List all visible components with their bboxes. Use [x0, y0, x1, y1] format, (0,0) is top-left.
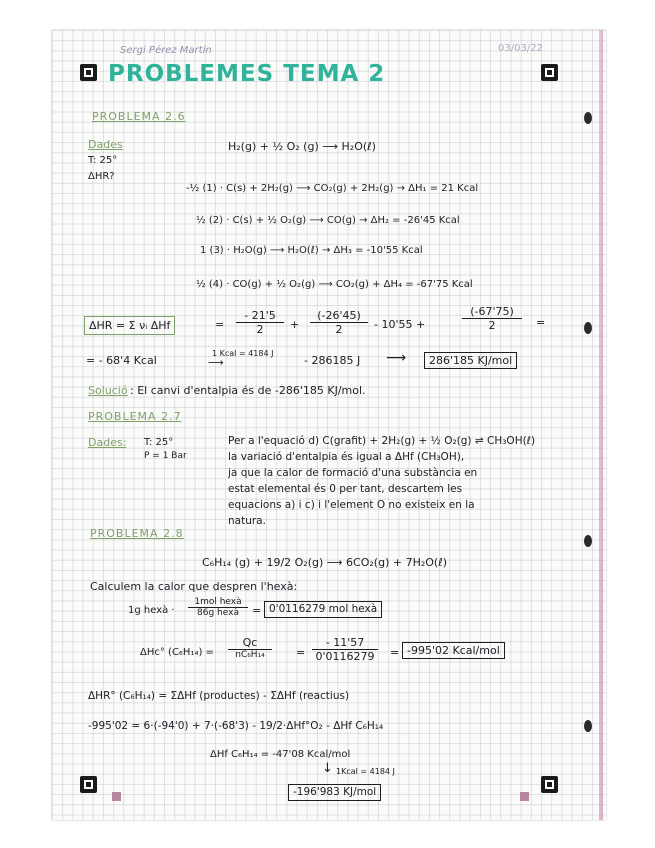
page-title: PROBLEMES TEMA 2: [108, 61, 386, 87]
author-name: Sergi Pérez Martín: [120, 45, 212, 56]
reaction-3: 1 (3) · H₂O(g) ⟶ H₂O(ℓ) → ΔH₃ = -10'55 Kcal: [200, 245, 423, 256]
solution-text: : El canvi d'entalpia és de -286'185 KJ/mol.: [130, 384, 366, 397]
dhc-lhs: ΔHc° (C₆H₁₄) =: [140, 647, 214, 658]
combustion-reaction: C₆H₁₄ (g) + 19/2 O₂(g) ⟶ 6CO₂(g) + 7H₂O(ℓ): [202, 556, 448, 569]
section-heading-2-7: PROBLEMA 2.7: [88, 410, 182, 423]
explanation-line-3: ja que la calor de formació d'una substància en: [228, 467, 478, 479]
target-equation: H₂(g) + ½ O₂ (g) ⟶ H₂O(ℓ): [228, 140, 376, 153]
fraction-1-den: 2: [256, 323, 264, 336]
equals-sign: =: [215, 318, 225, 331]
qc-numerator: Qc: [228, 636, 272, 650]
corner-marker-icon: [80, 776, 97, 793]
conversion-factor: 1 Kcal = 4184 J: [212, 349, 274, 358]
value-numerator: - 11'57: [312, 636, 378, 650]
punch-hole: [584, 535, 592, 547]
fraction-3-den: 2: [488, 319, 496, 332]
hess-law-box: ΔHR = Σ νᵢ ΔHf: [84, 316, 175, 335]
final-result-box: -196'983 KJ/mol: [288, 784, 381, 801]
mass-fraction: [188, 597, 248, 618]
mass-term: 1g hexà ·: [128, 605, 175, 616]
dades-enthalpy: ΔHR?: [88, 171, 115, 182]
qc-fraction: [228, 636, 272, 660]
fraction-2: [310, 309, 368, 336]
fraction-2-den: 2: [335, 323, 343, 336]
reaction-4: ½ (4) · CO(g) + ½ O₂(g) ⟶ CO₂(g) + ΔH₄ = -67'75 Kcal: [196, 279, 473, 290]
equals-sign-qc: =: [296, 646, 306, 659]
explanation-line-1: Per a l'equació d) C(grafit) + 2H₂(g) + ½ O₂(g) ⇌ CH₃OH(ℓ): [228, 435, 536, 447]
result-kcal: = - 68'4 Kcal: [86, 354, 157, 367]
date: 03/03/22: [498, 43, 543, 54]
punch-hole: [584, 112, 592, 124]
fraction-1: [236, 309, 284, 336]
corner-square: [112, 792, 121, 801]
value-denominator: 0'0116279: [315, 650, 375, 663]
dhf-result-line: ΔHf C₆H₁₄ = -47'08 Kcal/mol: [210, 749, 351, 760]
punch-hole: [584, 322, 592, 334]
corner-square: [520, 792, 529, 801]
conversion-factor-2: 1Kcal = 4184 J: [336, 767, 395, 776]
section-heading-2-6: PROBLEMA 2.6: [92, 110, 186, 123]
equals-sign-result: =: [390, 646, 400, 659]
dades-temperature-2-7: T: 25°: [144, 437, 174, 448]
section-heading-2-8: PROBLEMA 2.8: [90, 527, 184, 540]
equals-sign-mass: =: [252, 604, 262, 617]
middle-term: - 10'55 +: [374, 318, 426, 331]
corner-marker-icon: [541, 776, 558, 793]
explanation-line-4: estat elemental és 0 per tant, descartem les: [228, 483, 463, 495]
reaction-2: ½ (2) · C(s) + ½ O₂(g) ⟶ CO(g) → ΔH₂ = -26'45 Kcal: [196, 215, 460, 226]
plus-sign: +: [290, 318, 300, 331]
punch-hole: [584, 720, 592, 732]
equals-sign-end: =: [536, 316, 546, 329]
value-fraction: [312, 636, 378, 663]
corner-marker-icon: [80, 64, 97, 81]
result-box-kj: 286'185 KJ/mol: [424, 352, 517, 369]
result-arrow: ⟶: [386, 350, 407, 366]
moles-result-box: 0'0116279 mol hexà: [264, 601, 382, 618]
solution-label: Solució: [88, 384, 128, 397]
calc-intro: Calculem la calor que despren l'hexà:: [90, 580, 298, 593]
dades-label-2-7: Dades:: [88, 436, 127, 449]
conversion-arrow: ⟶: [208, 356, 224, 369]
explanation-line-5: equacions a) i c) i l'element O no existeix en la: [228, 499, 475, 511]
result-joules: - 286185 J: [304, 354, 361, 367]
reaction-1: -½ (1) · C(s) + 2H₂(g) ⟶ CO₂(g) + 2H₂(g) → ΔH₁ = 21 Kcal: [186, 183, 479, 194]
explanation-line-2: la variació d'entalpia és igual a ΔHf (CH₃OH),: [228, 451, 465, 463]
fraction-3-num: (-67'75): [462, 305, 522, 319]
corner-marker-icon: [541, 64, 558, 81]
mass-fraction-den: 86g hexà: [197, 608, 239, 618]
fraction-3: [462, 305, 522, 332]
down-arrow-icon: ↓: [322, 761, 333, 776]
explanation-line-6: natura.: [228, 515, 266, 527]
hess-equation: ΔHR° (C₆H₁₄) = ΣΔHf (productes) - ΣΔHf (reactius): [88, 690, 350, 702]
qc-denominator: nC₆H₁₄: [235, 650, 265, 660]
dhc-result-box: -995'02 Kcal/mol: [402, 642, 505, 659]
mass-fraction-num: 1mol hexà: [188, 597, 248, 608]
dades-label: Dades: [88, 138, 123, 151]
dades-pressure-2-7: P = 1 Bar: [144, 451, 187, 461]
substituted-equation: -995'02 = 6·(-94'0) + 7·(-68'3) - 19/2·ΔHf°O₂ - ΔHf C₆H₁₄: [88, 720, 384, 732]
fraction-1-num: - 21'5: [236, 309, 284, 323]
fraction-2-num: (-26'45): [310, 309, 368, 323]
dades-temperature: T: 25°: [88, 155, 118, 166]
